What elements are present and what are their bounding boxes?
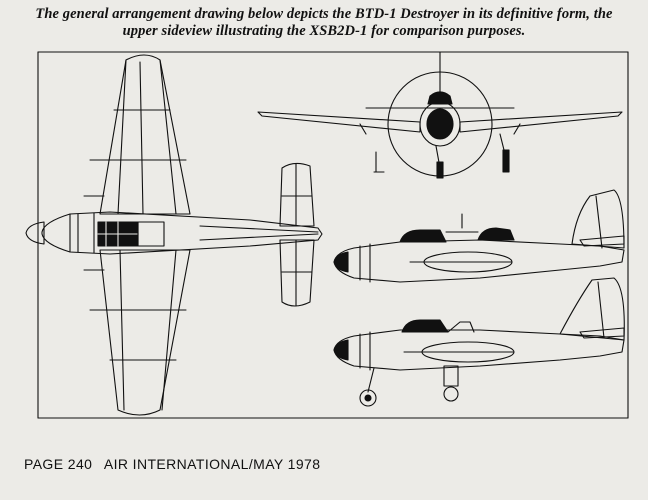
publication-issue: AIR INTERNATIONAL/MAY 1978 xyxy=(103,456,321,472)
side-view-btd-1 xyxy=(334,278,624,406)
caption-line-2: upper sideview illustrating the XSB2D-1 for comparison purposes. xyxy=(122,23,526,39)
caption-line-1: The general arrangement drawing below depicts the BTD-1 Destroyer in its definitive form, the xyxy=(35,6,613,22)
page-footer xyxy=(24,456,320,472)
front-view xyxy=(258,52,622,178)
page-number: PAGE 240 xyxy=(24,456,93,472)
plan-view xyxy=(26,55,322,415)
side-view-xsb2d-1 xyxy=(334,190,624,282)
